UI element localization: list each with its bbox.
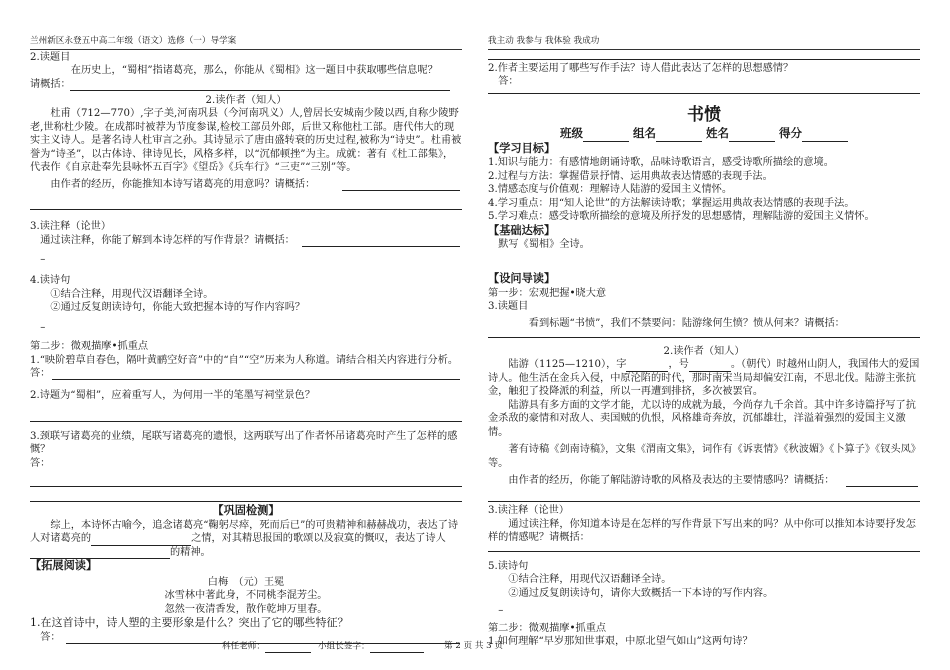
notes-question: 通过读注释，你能了解到本诗怎样的写作背景？请概括： (40, 234, 295, 246)
consolidate-text-1 (30, 519, 462, 559)
question-3: 3.颈联写诸葛亮的业绩，尾联写诸葛亮的遗恨，这两联写出了作者怀吊诸葛亮时产生了怎样的感慨？ (30, 430, 458, 456)
answer-line[interactable] (846, 475, 918, 487)
author-bio-3: 著有诗稿《剑南诗稿》，文集《渭南文集》，词作有《诉衷情》《秋波媚》《卜算子》《钗头凤》等。 (488, 444, 916, 469)
answer-label: 答： (30, 457, 51, 469)
read-title-heading: 2.读题目 (30, 52, 71, 63)
poem-title: 白梅 （元）王冕 (207, 576, 285, 588)
author-question: 由作者的经历，你能了解陆游诗歌的风格及表达的主要情感吗？请概括： (508, 475, 835, 487)
author-question: 由作者的经历，你能推知本诗写诸葛亮的用意吗？请概括： (50, 178, 316, 190)
header-left: 兰州新区永登五中高二年级（语文）选修（一）导学案 (30, 36, 237, 46)
extend-question-1: 1.在这首诗中，诗人塑的主要形象是什么？突出了它的哪些特征？ (30, 616, 349, 630)
answer-line[interactable] (488, 89, 920, 94)
notes-question: 通过读注释，你知道本诗是在怎样的写作背景下写出来的吗？从中你可以推知本诗要抒发怎样的情感呢？请概括： (488, 518, 916, 544)
goal-4: 4.学习重点：用“知人论世”的方法解读诗歌；掌握运用典故表达情感的表现手法。 (488, 197, 855, 209)
page-number: 第 2 页 共 3 页 (444, 641, 503, 651)
notes-question-row (30, 234, 462, 247)
answer-line[interactable] (30, 489, 462, 502)
leader-field[interactable] (370, 641, 424, 653)
author-bio-part-b: ，号 (668, 359, 689, 371)
right-body (488, 55, 920, 649)
lesson-title: 书愤 (687, 104, 721, 125)
answer-line[interactable] (342, 179, 460, 191)
pen-name-blank[interactable] (689, 360, 731, 372)
goal-1: 1.知识与能力：有感情地朗诵诗歌，品味诗歌语言，感受诗歌所描绘的意境。 (488, 157, 834, 169)
guide-heading: 【设问导读】 (488, 271, 556, 285)
header-right: 我主动 我参与 我体验 我成功 (488, 36, 600, 46)
read-title-question: 在历史上，“蜀相”指诸葛亮，那么，你能从《蜀相》这一题目中获取哪些信息呢？ (70, 65, 438, 77)
answer-line[interactable] (30, 197, 462, 210)
author-question-row (488, 474, 920, 487)
consolidate-part-1: 综上，本诗怀古喻今，追念诸葛亮“鞠躬尽瘁，死而后已”的可贵精神和赫赫战功，表达了诗人对诸葛亮的 (30, 519, 459, 545)
left-body (30, 51, 462, 645)
style-name-blank[interactable] (626, 360, 668, 372)
score-label: 得分 (779, 126, 803, 141)
notes-heading: 3.读注释（论世） (488, 505, 570, 517)
answer-label: 答： (30, 368, 51, 380)
read-title-question: 看到标题“书愤”，我们不禁要问：陆游缘何生愤？愤从何来？请概括： (528, 318, 845, 330)
author-bio-2: 陆游具有多方面的文学才能，尤以诗的成就为最，今尚存九千余首。其中许多诗篇抒写了抗金杀敌的豪情和对敌人、卖国贼的仇恨，风格雄奇奔放，沉郁雄壮，洋溢着强烈的爱国主义激情。 (488, 399, 916, 438)
answer-line[interactable] (488, 331, 920, 338)
answer-label: 答： (498, 76, 519, 88)
name-label: 姓名 (706, 126, 729, 141)
basic-task: 默写《蜀相》全诗。 (498, 239, 590, 251)
extend-heading: 【拓展阅读】 (30, 559, 98, 573)
step-one-heading: 第一步：宏观把握•晓大意 (488, 287, 607, 299)
group-field[interactable] (656, 130, 702, 142)
author-bio-1 (488, 358, 920, 398)
author-question-row (30, 178, 462, 191)
verse-item-1: ①结合注释，用现代汉语翻译全诗。 (50, 288, 214, 300)
goals-heading: 【学习目标】 (488, 141, 556, 155)
answer-line[interactable] (488, 545, 920, 552)
answer-line[interactable] (52, 368, 460, 380)
author-heading: 2.读作者（知人） (663, 345, 745, 357)
verse-heading: 5.读诗句 (488, 560, 529, 572)
verse-item-2: ②通过反复朗读诗句，你能大致把握本诗的写作内容吗？ (50, 302, 306, 314)
author-bio-part-a: 陆游（1125—1210），字 (508, 359, 627, 371)
fill-blank[interactable] (30, 547, 170, 559)
top-question-2: 2.作者主要运用了哪些写作手法？诗人借此表达了怎样的思想感情？ (488, 63, 794, 74)
goal-5: 5.学习难点：感受诗歌所描绘的意境及所抒发的思想感情，理解陆游的爱国主义情怀。 (488, 211, 875, 223)
answer-row (30, 367, 462, 381)
author-heading: 2.读作者（知人） (205, 94, 287, 106)
question-1: 1.“映阶碧草自春色，隔叶黄鹂空好音”中的“自”“空”历来为人称道。请结合相关内容进行分析。 (30, 354, 459, 366)
answer-line[interactable] (302, 235, 460, 247)
answer-line[interactable] (30, 409, 462, 422)
step-two-heading: 第二步：微观描摩•抓重点 (488, 622, 607, 634)
summary-label: 请概括： (30, 78, 71, 90)
dash-mark: – (40, 253, 46, 265)
question-2: 2.诗题为“蜀相”，应着重写人，为何用一半的笔墨写祠堂景色？ (30, 390, 316, 402)
goal-3: 3.情感态度与价值观：理解诗人陆游的爱国主义情怀。 (488, 184, 733, 196)
consolidate-heading: 【巩固检测】 (212, 503, 280, 517)
leader-label: 小组长签字： (318, 641, 370, 652)
header-rule-left (30, 49, 462, 50)
consolidate-part-3: 的精神。 (170, 546, 211, 558)
author-bio-part-c: 。（朝代）时越州山阴人，我国伟大的爱国诗人。他生活在金兵入侵，中原沦陷的时代，那时南宋当局却偏安江南，不思北伐。陆游主张抗金，触犯了投降派的利益，所以一再遭到排挤，多次被罢官。 (488, 359, 920, 398)
student-info-row (488, 126, 920, 141)
poem-line-2: 忽然一夜清香发，散作乾坤万里春。 (164, 603, 328, 615)
summary-row (30, 78, 462, 92)
teacher-field[interactable] (265, 641, 311, 653)
answer-label: 答： (40, 631, 61, 643)
verse-item-2: ②通过反复朗读诗句，请你大致概括一下本诗的写作内容。 (508, 587, 774, 599)
poem-line-1: 冰雪林中著此身，不同桃李混芳尘。 (164, 590, 328, 602)
answer-line[interactable] (488, 55, 920, 60)
right-question-1: 1.如何理解“早岁那知世事艰，中原北望气如山”这两句诗？ (488, 636, 753, 648)
class-label: 班级 (559, 126, 583, 141)
leader-signature (318, 641, 424, 653)
left-column (30, 0, 462, 670)
score-field[interactable] (802, 130, 848, 142)
header-rule-right (488, 49, 920, 50)
dash-mark: – (40, 321, 46, 333)
group-label: 组名 (632, 126, 656, 141)
basic-heading: 【基础达标】 (488, 223, 556, 237)
step-two-heading: 第二步：微观描摩•抓重点 (30, 341, 149, 353)
answer-line[interactable] (30, 474, 462, 487)
fill-blank[interactable] (91, 534, 191, 546)
name-field[interactable] (729, 130, 775, 142)
answer-line[interactable] (488, 489, 920, 502)
dash-mark: – (498, 605, 504, 617)
notes-heading: 3.读注释（论世） (30, 221, 112, 233)
consolidate-part-2: 之情，对其精思报国的歌颂以及寂寞的慨叹，表达了诗人 (191, 533, 446, 545)
verse-heading: 4.读诗句 (30, 275, 71, 287)
verse-item-1: ①结合注释，用现代汉语翻译全诗。 (508, 574, 672, 586)
teacher-signature (222, 641, 311, 653)
class-field[interactable] (583, 130, 629, 142)
read-title-heading: 3.读题目 (488, 301, 529, 313)
author-bio: 杜甫（712—770）,字子美,河南巩县（今河南巩义）人,曾居长安城南少陵以西,自称少陵野老,世称杜少陵。在成都时被荐为节度参谋,检校工部员外郎，后世又称他杜工部。唐代伟大的现实主义诗人。是著名诗人杜审言之孙。其诗显示了唐由盛转衰的历史过程,被称为“诗史”。杜甫被誉为“诗圣”，以古体诗、律诗见长，风格多样，以“沉郁顿挫”为主。成就：著有《杜工部集》，代表作《自京赴奉先县咏怀五百字》《望岳》《兵车行》“三吏”“三别”等。 (30, 108, 462, 174)
answer-line[interactable] (70, 79, 450, 91)
right-column (488, 0, 920, 670)
teacher-label: 科任老师： (222, 641, 265, 652)
goal-2: 2.过程与方法：掌握借景抒情、运用典故表达情感的表现手法。 (488, 170, 773, 182)
